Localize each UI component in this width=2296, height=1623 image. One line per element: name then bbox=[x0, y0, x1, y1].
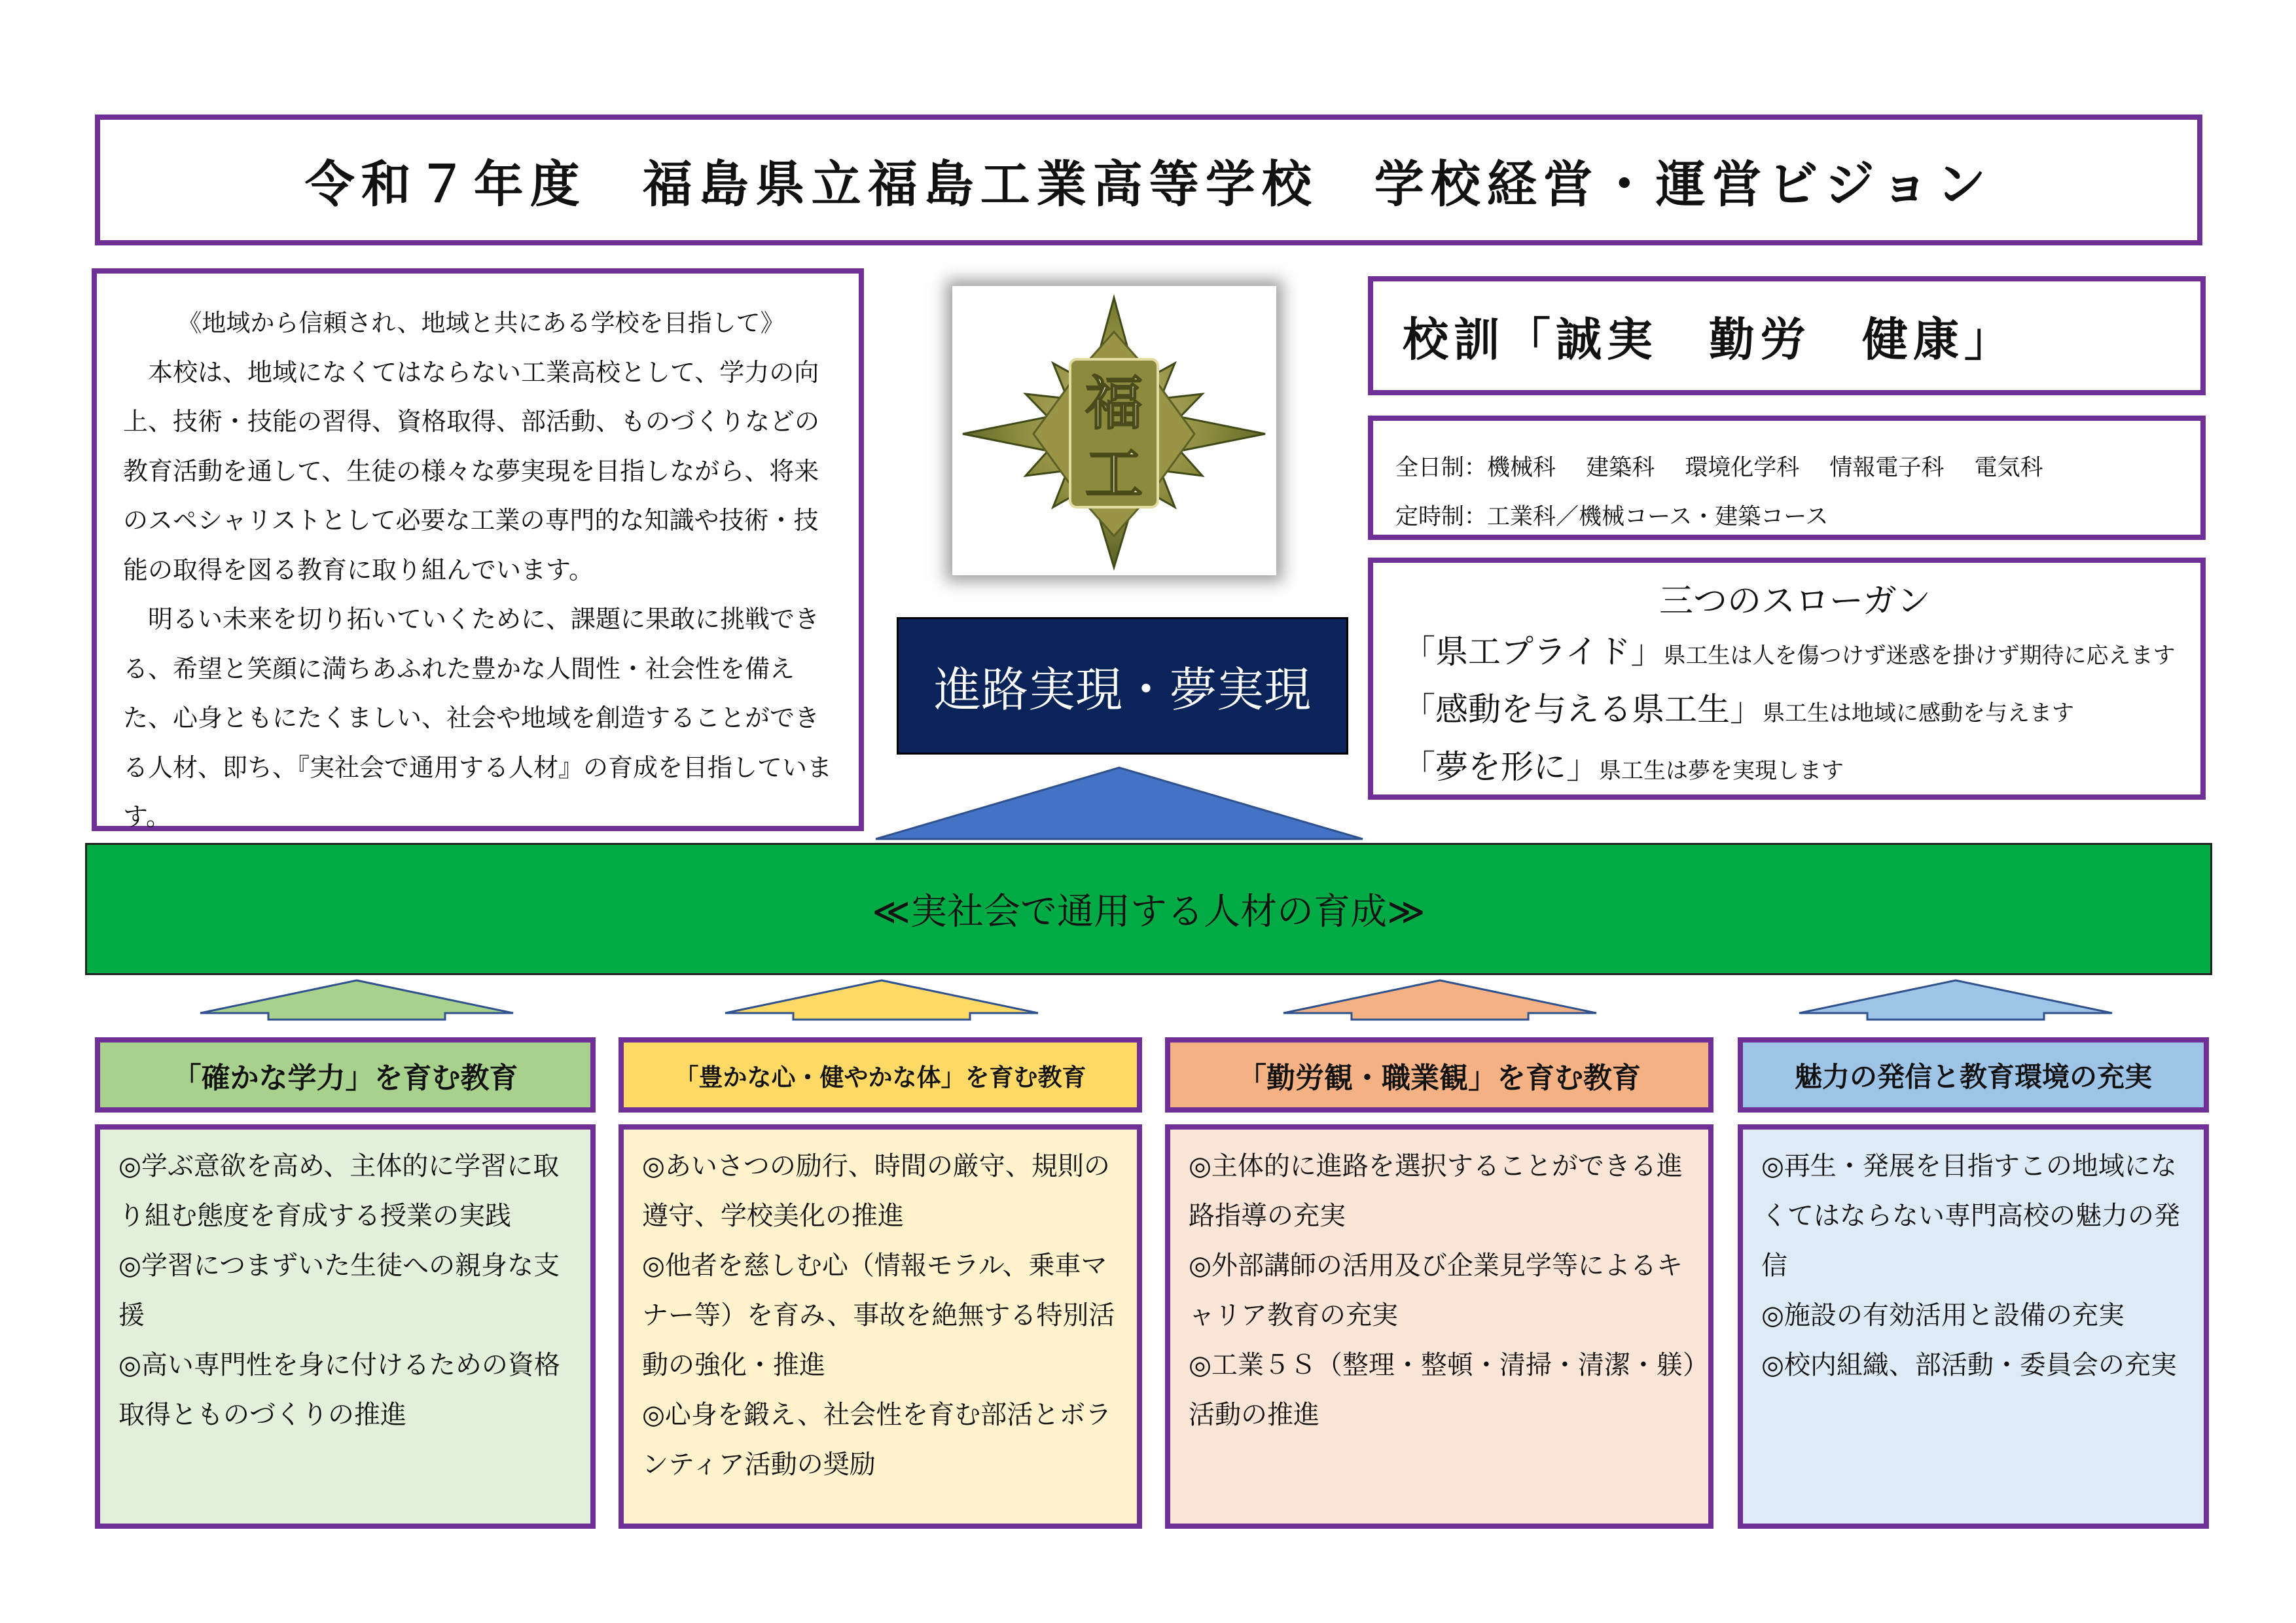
column-1-item: ◎学習につまずいた生徒への親身な支援 bbox=[118, 1251, 560, 1330]
column-3-item: ◎工業５Ｓ（整理・整頓・清掃・清潔・躾）活動の推進 bbox=[1189, 1350, 1696, 1430]
emblem-text-bottom: 工 bbox=[1085, 440, 1143, 508]
column-2-item: ◎あいさつの励行、時間の厳守、規則の遵守、学校美化の推進 bbox=[642, 1151, 1110, 1231]
goal-up-arrow bbox=[870, 766, 1368, 844]
column-4-item: ◎施設の有効活用と設備の充実 bbox=[1761, 1300, 2125, 1330]
departments-box bbox=[1368, 416, 2206, 540]
column-1-title: 「確かな学力」を育む教育 bbox=[172, 1061, 518, 1095]
goal-box bbox=[897, 617, 1348, 755]
column-2-item: ◎他者を慈しむ心（情報モラル、乗車マナー等）を育み、事故を絶無する特別活動の強化・推進 bbox=[642, 1251, 1115, 1380]
slogan-main: 「夢を形に」 bbox=[1403, 748, 1599, 786]
column-3-item: ◎外部講師の活用及び企業見学等によるキャリア教育の充実 bbox=[1189, 1251, 1683, 1330]
motto-box bbox=[1368, 276, 2206, 395]
column-1-body bbox=[95, 1124, 596, 1529]
intro-paragraph-1: 本校は、地域になくてはならない工業高校として、学力の向上、技術・技能の習得、資格取得、部活動、ものづくりなどの教育活動を通して、生徒の様々な夢実現を目指しながら、将来のスペシャリストとして必要な工業の専門的な知識や技術・技能の取得を図る教育に取り組んでいます。 bbox=[123, 357, 820, 584]
goal-text: 進路実現・夢実現 bbox=[933, 662, 1311, 717]
column-1-item: ◎高い専門性を身に付けるための資格取得とものづくりの推進 bbox=[118, 1350, 560, 1430]
column-4-up-arrow bbox=[1795, 979, 2116, 1021]
slogan-sub: 県工生は人を傷つけず迷惑を掛けず期待に応えます bbox=[1663, 643, 2176, 669]
column-3-body bbox=[1165, 1124, 1713, 1529]
parttime-departments: 定時制：工業科／機械コース・建築コース bbox=[1395, 504, 1829, 530]
slogan-line bbox=[1403, 627, 2187, 685]
column-1-item: ◎学ぶ意欲を高め、主体的に学習に取り組む態度を育成する授業の実践 bbox=[118, 1151, 560, 1231]
title-box bbox=[95, 115, 2202, 245]
column-3-item: ◎主体的に進路を選択することができる進路指導の充実 bbox=[1189, 1151, 1683, 1231]
slogan-sub: 県工生は夢を実現します bbox=[1599, 758, 1844, 784]
intro-heading: 《地域から信頼され、地域と共にある学校を目指して》 bbox=[177, 309, 785, 337]
column-4-header bbox=[1738, 1037, 2209, 1113]
column-3-header bbox=[1165, 1037, 1713, 1113]
school-motto: 校訓「誠実 勤労 健康」 bbox=[1403, 312, 2015, 366]
slogans-title: 三つのスローガン bbox=[1659, 582, 1931, 621]
school-emblem bbox=[952, 286, 1276, 575]
fulltime-departments: 全日制：機械科 建築科 環境化学科 情報電子科 電気科 bbox=[1395, 455, 2043, 481]
intro-box bbox=[92, 268, 864, 831]
column-2-header bbox=[619, 1037, 1142, 1113]
column-4-item: ◎校内組織、部活動・委員会の充実 bbox=[1761, 1350, 2177, 1380]
intro-paragraph-2: 明るい未来を切り拓いていくために、課題に果敢に挑戦できる、希望と笑顔に満ちあふれた豊かな人間性・社会性を備えた、心身ともにたくましい、社会や地域を創造することができる人材、即ち、『実社会で通用する人材』の育成を目指しています。 bbox=[123, 605, 833, 831]
banner-text: ≪実社会で通用する人材の育成≫ bbox=[872, 891, 1426, 933]
column-1-up-arrow bbox=[196, 979, 517, 1021]
column-3-title: 「勤労観・職業観」を育む教育 bbox=[1238, 1061, 1641, 1095]
column-4-item: ◎再生・発展を目指すこの地域になくてはならない専門高校の魅力の発信 bbox=[1761, 1151, 2180, 1281]
column-4-title: 魅力の発信と教育環境の充実 bbox=[1794, 1060, 2152, 1093]
column-4-body bbox=[1738, 1124, 2209, 1529]
slogan-main: 「感動を与える県工生」 bbox=[1403, 690, 1763, 728]
main-banner bbox=[85, 843, 2212, 975]
slogan-sub: 県工生は地域に感動を与えます bbox=[1763, 700, 2074, 726]
emblem-text-top: 福 bbox=[1085, 369, 1143, 437]
slogan-main: 「県工プライド」 bbox=[1403, 633, 1664, 671]
column-2-item: ◎心身を鍛え、社会性を育む部活とボランティア活動の奨励 bbox=[642, 1400, 1112, 1480]
column-3-up-arrow bbox=[1280, 979, 1600, 1021]
slogans-box bbox=[1368, 558, 2206, 800]
page-title: 令和７年度 福島県立福島工業高等学校 学校経営・運営ビジョン bbox=[304, 154, 1993, 213]
column-2-up-arrow bbox=[721, 979, 1042, 1021]
column-2-body bbox=[619, 1124, 1142, 1529]
slogan-line bbox=[1403, 685, 2187, 742]
school-emblem-icon bbox=[952, 286, 1276, 575]
slogan-line bbox=[1403, 742, 2187, 800]
column-1-header bbox=[95, 1037, 596, 1113]
column-2-title: 「豊かな心・健やかな体」を育む教育 bbox=[674, 1063, 1086, 1092]
